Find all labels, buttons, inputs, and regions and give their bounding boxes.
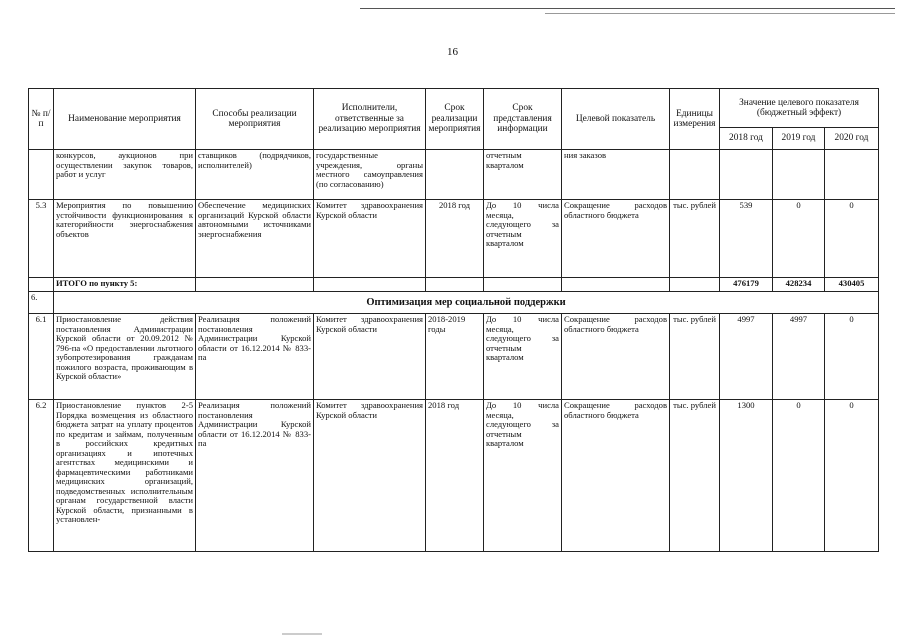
row-value-2018: 4997 bbox=[720, 314, 773, 400]
row-num bbox=[29, 150, 54, 200]
row-report-term: До 10 числа месяца, следующего за отчетным кварталом bbox=[484, 314, 562, 400]
row-methods: Обеспечение медицинских организаций Курской области автономными источниками энергоснабжения bbox=[196, 200, 314, 278]
row-value-2020: 0 bbox=[825, 200, 879, 278]
row-value-2020: 0 bbox=[825, 400, 879, 552]
row-value-2020 bbox=[825, 150, 879, 200]
measures-table bbox=[28, 88, 879, 552]
row-name: Приостановление действия постановления Администрации Курской области от 20.09.2012 № 796-па «О предоставлении льготного зубопротезирования гражданам пожилого возраста, проживающим в Курской области» bbox=[54, 314, 196, 400]
row-units: тыс. рублей bbox=[670, 400, 720, 552]
row-num bbox=[29, 278, 54, 292]
row-units bbox=[670, 150, 720, 200]
row-term: 2018 год bbox=[426, 400, 484, 552]
header-indicator: Целевой показатель bbox=[562, 89, 670, 150]
header-methods: Способы реализации мероприятия bbox=[196, 89, 314, 150]
total-value-2020: 430405 bbox=[825, 278, 879, 292]
row-indicator: Сокращение расходов областного бюджета bbox=[562, 400, 670, 552]
row-value-2018: 539 bbox=[720, 200, 773, 278]
total-value-2018: 476179 bbox=[720, 278, 773, 292]
row-report-term: До 10 числа месяца, следующего за отчетным кварталом bbox=[484, 200, 562, 278]
header-row bbox=[29, 89, 879, 128]
header-year-2018: 2018 год bbox=[720, 128, 773, 150]
row-name: Приостановление пунктов 2-5 Порядка возмещения из областного бюджета затрат на уплату процентов по кредитам и займам, полученным в российских кредитных организациях и ипотечных агентствах медицинскими и фармацевтическими работниками медицинских организаций, подведомственных исполнительным органам государственной власти Курской области, признанными в установлен- bbox=[54, 400, 196, 552]
row-value-2018 bbox=[720, 150, 773, 200]
row-value-2020: 0 bbox=[825, 314, 879, 400]
total-label: ИТОГО по пункту 5: bbox=[54, 278, 196, 292]
row-value-2019 bbox=[773, 150, 825, 200]
table-row-continuation bbox=[29, 150, 879, 200]
row-methods: ставщиков (подрядчиков, исполнителей) bbox=[196, 150, 314, 200]
header-term: Срок реализации мероприятия bbox=[426, 89, 484, 150]
row-report-term: До 10 числа месяца, следующего за отчетным кварталом bbox=[484, 400, 562, 552]
row-units: тыс. рублей bbox=[670, 314, 720, 400]
header-units: Единицы измерения bbox=[670, 89, 720, 150]
header-name: Наименование мероприятия bbox=[54, 89, 196, 150]
row-value-2019: 0 bbox=[773, 400, 825, 552]
row-term bbox=[426, 150, 484, 200]
row-num: 5.3 bbox=[29, 200, 54, 278]
row-name: Мероприятия по повышению устойчивости функционирования к категорийности энергоснабжения объектов bbox=[54, 200, 196, 278]
header-num: № п/п bbox=[29, 89, 54, 150]
scan-artifact bbox=[282, 633, 322, 635]
row-indicator: ния заказов bbox=[562, 150, 670, 200]
total-value-2019: 428234 bbox=[773, 278, 825, 292]
row-report-term: отчетным кварталом bbox=[484, 150, 562, 200]
header-year-2019: 2019 год bbox=[773, 128, 825, 150]
section-title: Оптимизация мер социальной поддержки bbox=[54, 292, 879, 314]
table-row-6-1 bbox=[29, 314, 879, 400]
header-year-2020: 2020 год bbox=[825, 128, 879, 150]
row-term: 2018 год bbox=[426, 200, 484, 278]
table-row-total-5 bbox=[29, 278, 879, 292]
top-rule bbox=[360, 8, 895, 9]
row-executors: Комитет здравоохранения Курской области bbox=[314, 200, 426, 278]
row-methods: Реализация положений постановления Администрации Курской области от 16.12.2014 № 833-па bbox=[196, 314, 314, 400]
header-target-value: Значение целевого показателя (бюджетный эффект) bbox=[720, 89, 879, 128]
row-executors: Комитет здравоохранения Курской области bbox=[314, 400, 426, 552]
row-value-2019: 0 bbox=[773, 200, 825, 278]
table-row-6-2 bbox=[29, 400, 879, 552]
row-num: 6.2 bbox=[29, 400, 54, 552]
header-report-term: Срок представления информации bbox=[484, 89, 562, 150]
row-executors: Комитет здравоохранения Курской области bbox=[314, 314, 426, 400]
row-indicator: Сокращение расходов областного бюджета bbox=[562, 200, 670, 278]
top-rule-secondary bbox=[545, 13, 895, 14]
page-number: 16 bbox=[447, 46, 458, 58]
row-indicator: Сокращение расходов областного бюджета bbox=[562, 314, 670, 400]
row-name: конкурсов, аукционов при осуществлении закупок товаров, работ и услуг bbox=[54, 150, 196, 200]
row-units: тыс. рублей bbox=[670, 200, 720, 278]
row-executors: государственные учреждения, органы местного самоуправления (по согласованию) bbox=[314, 150, 426, 200]
section-num: 6. bbox=[29, 292, 54, 314]
row-methods: Реализация положений постановления Администрации Курской области от 16.12.2014 № 833-па bbox=[196, 400, 314, 552]
row-value-2019: 4997 bbox=[773, 314, 825, 400]
row-value-2018: 1300 bbox=[720, 400, 773, 552]
row-num: 6.1 bbox=[29, 314, 54, 400]
header-executors: Исполнители, ответственные за реализацию мероприятия bbox=[314, 89, 426, 150]
row-term: 2018-2019 годы bbox=[426, 314, 484, 400]
table-row-5-3 bbox=[29, 200, 879, 278]
section-row-6 bbox=[29, 292, 879, 314]
